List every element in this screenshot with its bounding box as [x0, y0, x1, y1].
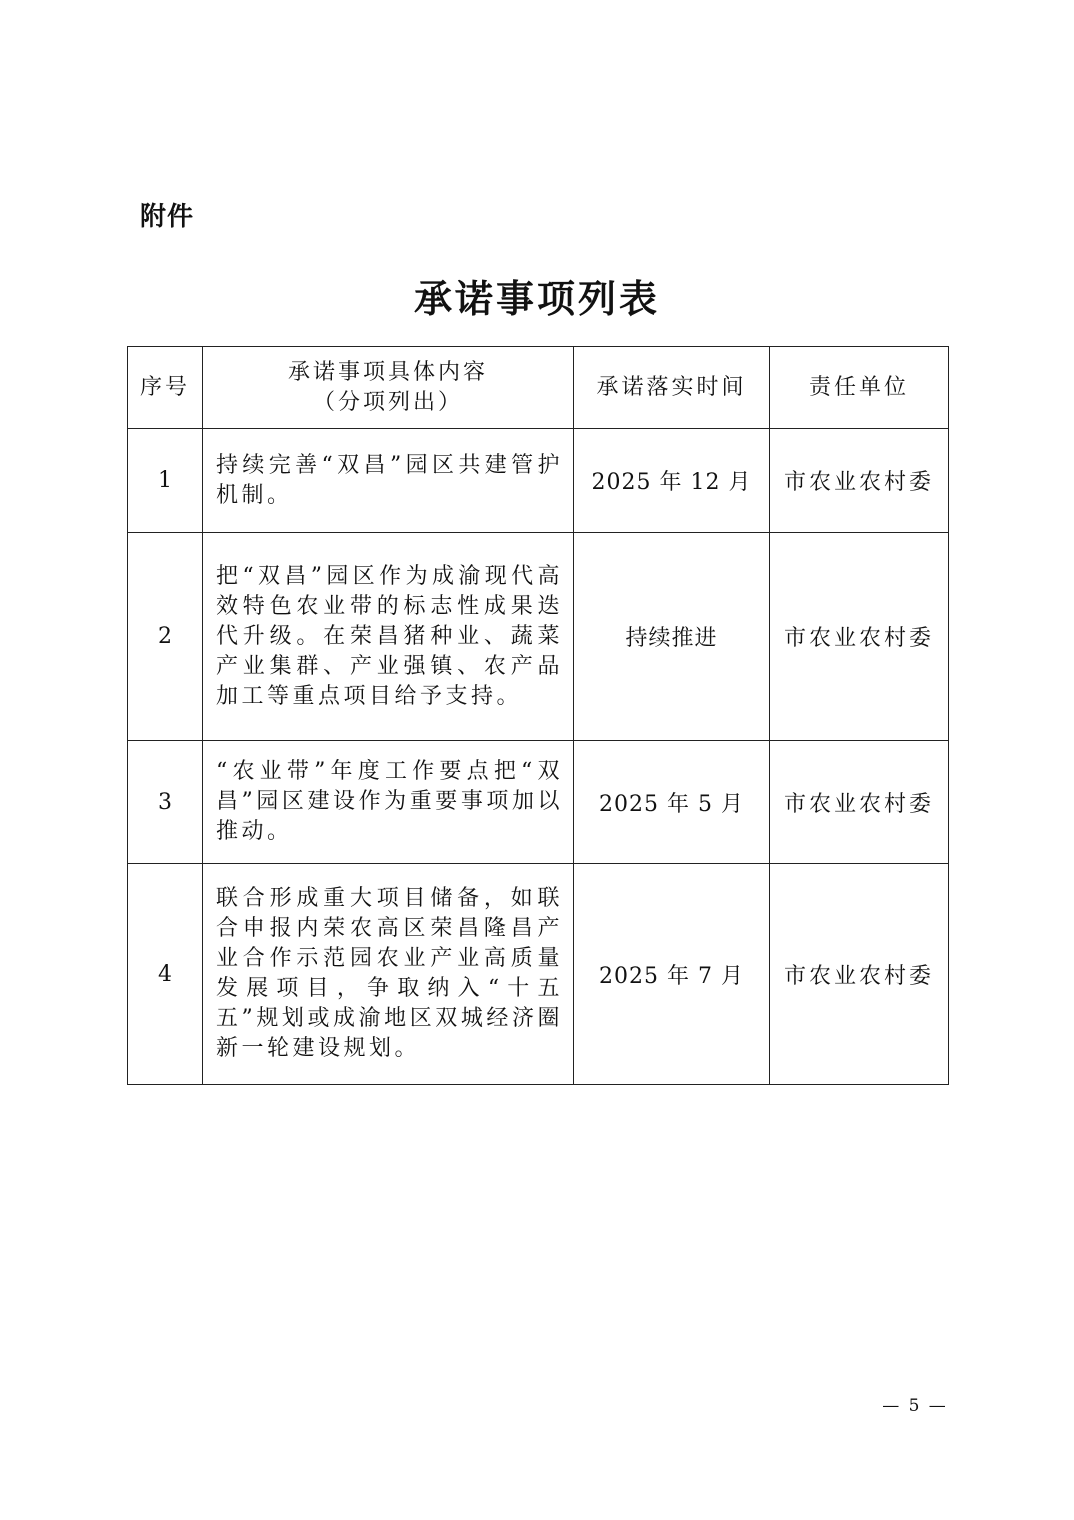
document-title: 承诺事项列表: [413, 277, 660, 321]
attachment-label: 附件: [140, 202, 195, 232]
row-unit: 市农业农村委: [770, 864, 949, 1085]
row-content: 持续完善“双昌”园区共建管护机制。: [203, 429, 574, 533]
row-content: 联合形成重大项目储备，如联合申报内荣农高区荣昌隆昌产业合作示范园农业产业高质量发展项目，争取纳入“十五五”规划或成渝地区双城经济圈新一轮建设规划。: [203, 864, 574, 1085]
row-unit: 市农业农村委: [770, 741, 949, 864]
commitment-table: [127, 346, 949, 1085]
header-index: 序号: [128, 347, 203, 429]
row-unit: 市农业农村委: [770, 429, 949, 533]
row-time: 2025 年 12 月: [574, 429, 770, 533]
row-time: 2025 年 7 月: [574, 864, 770, 1085]
table-row: [128, 429, 949, 533]
header-content: [203, 347, 574, 429]
row-unit: 市农业农村委: [770, 533, 949, 741]
row-time: 2025 年 5 月: [574, 741, 770, 864]
row-index: 3: [128, 741, 203, 864]
header-unit: 责任单位: [770, 347, 949, 429]
table-header-row: [128, 347, 949, 429]
row-content: 把“双昌”园区作为成渝现代高效特色农业带的标志性成果迭代升级。在荣昌猪种业、蔬菜产业集群、产业强镇、农产品加工等重点项目给予支持。: [203, 533, 574, 741]
row-content: “农业带”年度工作要点把“双昌”园区建设作为重要事项加以推动。: [203, 741, 574, 864]
row-index: 1: [128, 429, 203, 533]
table-row: [128, 533, 949, 741]
header-content-line2: （分项列出）: [312, 389, 463, 415]
table-row: [128, 741, 949, 864]
row-time: 持续推进: [574, 533, 770, 741]
table-row: [128, 864, 949, 1085]
page-number: — 5 —: [882, 1396, 948, 1416]
header-content-line1: 承诺事项具体内容: [287, 359, 488, 385]
row-index: 2: [128, 533, 203, 741]
header-time: 承诺落实时间: [574, 347, 770, 429]
row-index: 4: [128, 864, 203, 1085]
